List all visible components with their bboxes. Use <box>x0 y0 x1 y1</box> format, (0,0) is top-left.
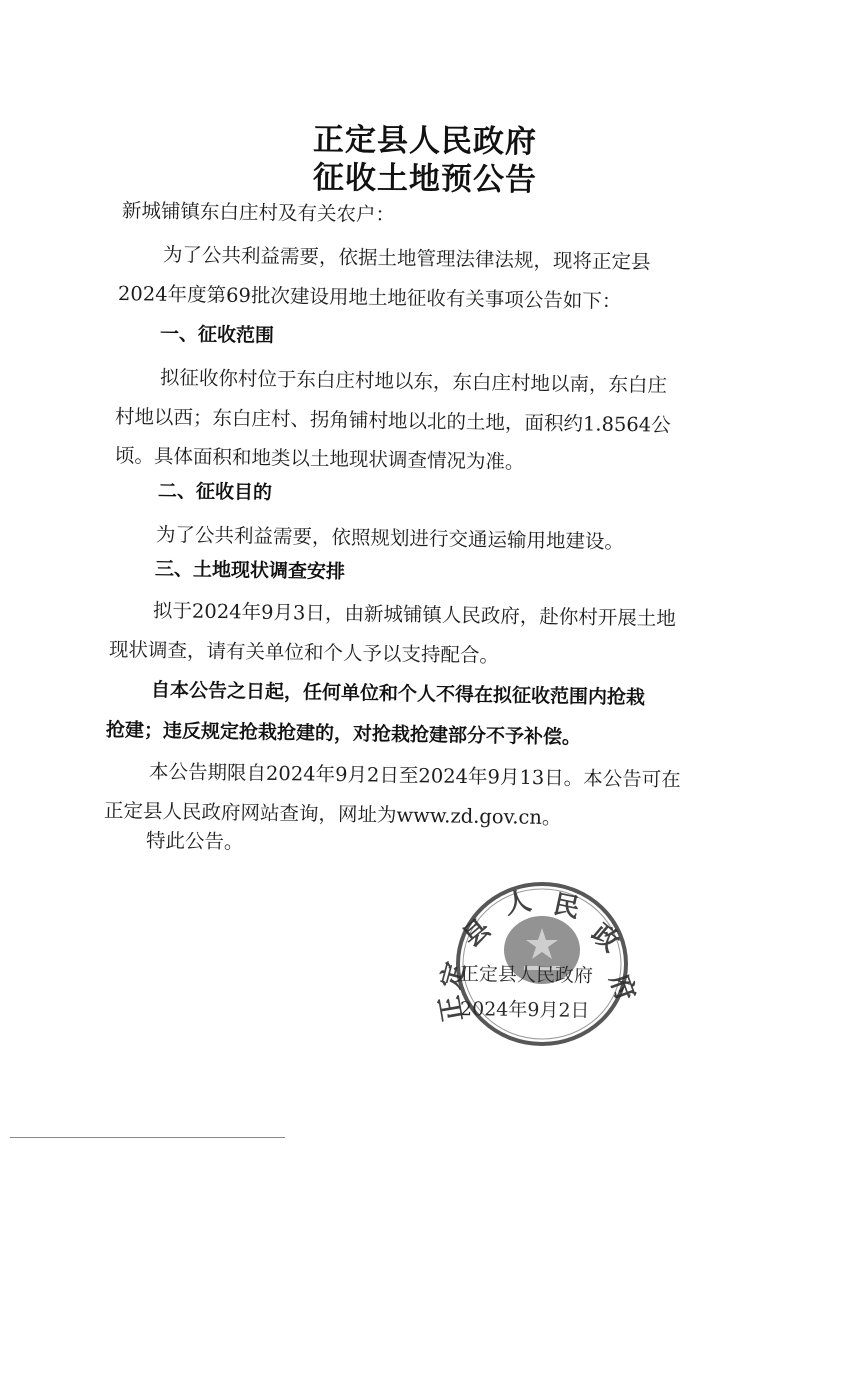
closing-line: 特此公告。 <box>145 829 244 854</box>
section3-line-1: 拟于2024年9月3日，由新城铺镇人民政府，赴你村开展土地 <box>152 599 677 631</box>
section3-line-2: 现状调查，请有关单位和个人予以支持配合。 <box>108 638 500 668</box>
period-line-2: 正定县人民政府网站查询，网址为www.zd.gov.cn。 <box>103 799 562 830</box>
svg-text:人: 人 <box>502 886 534 921</box>
section1-line-2: 村地以西；东白庄村、拐角铺村地以北的土地，面积约1.8564公 <box>114 405 671 437</box>
svg-text:县: 县 <box>457 913 497 954</box>
section2-heading: 二、征收目的 <box>157 480 273 504</box>
svg-text:正: 正 <box>434 993 469 1024</box>
section1-line-1: 拟征收你村位于东白庄村地以东，东白庄村地以南，东白庄 <box>159 366 668 397</box>
intro-line-2: 2024年度第69批次建设用地土地征收有关事项公告如下： <box>117 282 622 313</box>
page-bottom-rule <box>10 1137 285 1138</box>
intro-line-1: 为了公共利益需要，依据土地管理法律法规，现将正定县 <box>162 243 651 274</box>
svg-text:府: 府 <box>603 970 641 1005</box>
section1-heading: 一、征收范围 <box>159 323 275 347</box>
warning-line-1: 自本公告之日起，任何单位和个人不得在拟征收范围内抢栽 <box>150 679 646 709</box>
signature-org: 正定县人民政府 <box>459 963 594 987</box>
salutation: 新城铺镇东白庄村及有关农户： <box>121 199 396 227</box>
svg-text:政: 政 <box>585 918 625 959</box>
notice-title: 正定县人民政府 <box>312 121 538 161</box>
warning-line-2: 抢建；违反规定抢栽抢建的，对抢栽抢建部分不予补偿。 <box>105 719 582 749</box>
notice-subtitle: 征收土地预公告 <box>312 159 538 199</box>
period-line-1: 本公告期限自2024年9月2日至2024年9月13日。本公告可在 <box>148 760 681 792</box>
section1-line-3: 顷。具体面积和地类以土地现状调查情况为准。 <box>114 444 525 474</box>
section3-heading: 三、土地现状调查安排 <box>154 558 346 583</box>
svg-text:定: 定 <box>435 958 472 992</box>
svg-text:民: 民 <box>550 889 583 925</box>
signature-date: 2024年9月2日 <box>459 998 590 1022</box>
section2-line-1: 为了公共利益需要，依照规划进行交通运输用地建设。 <box>155 523 625 554</box>
